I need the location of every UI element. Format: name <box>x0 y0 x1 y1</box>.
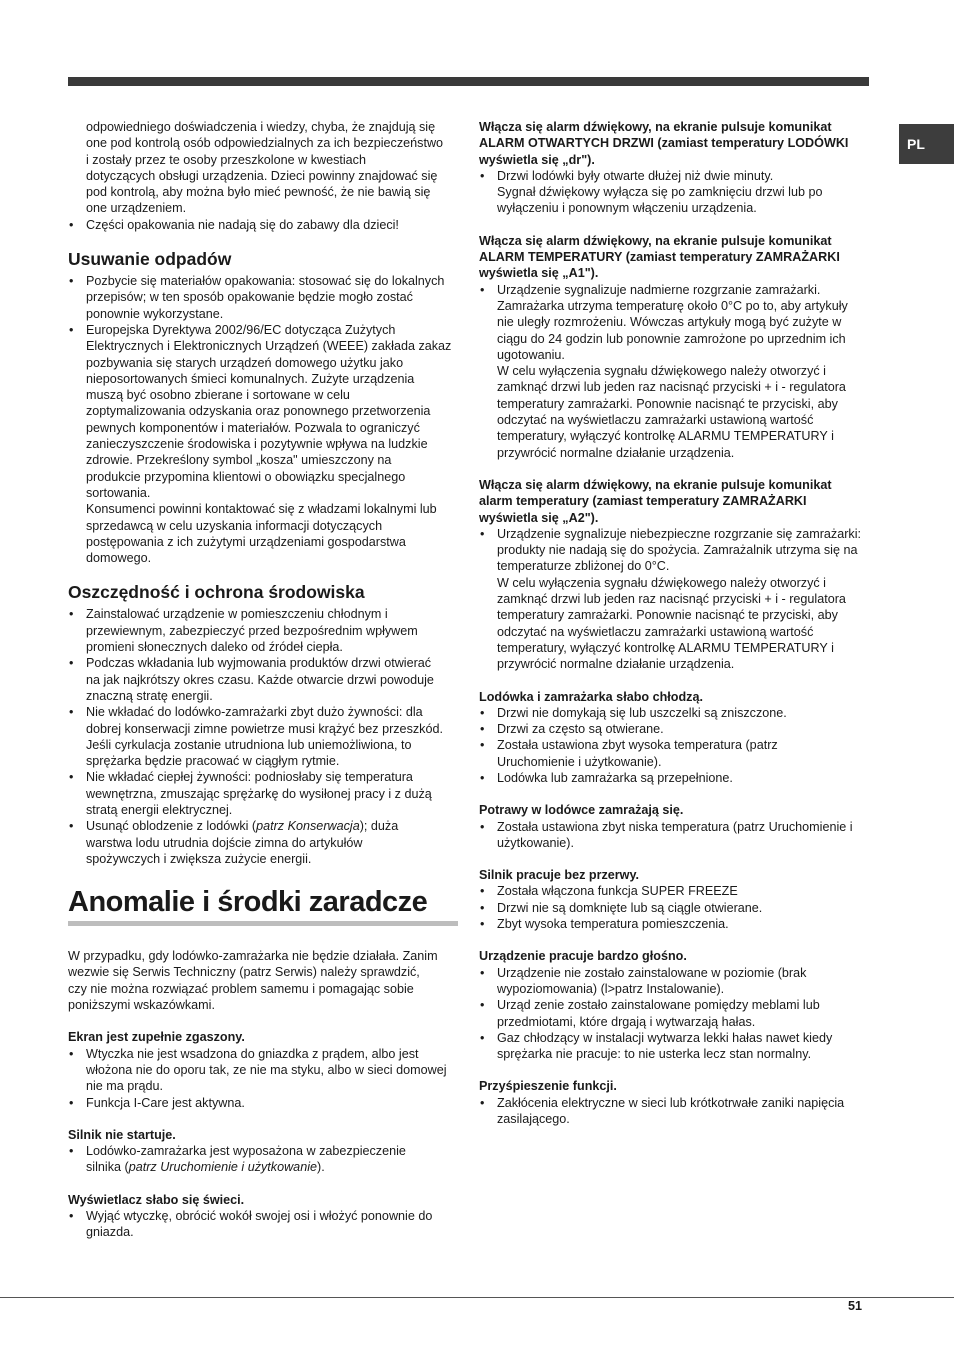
cross-reference: patrz Konserwacja <box>256 819 360 834</box>
text-line: • Została ustawiona zbyt wysoka temperatura (patrz <box>497 738 778 753</box>
problem-heading <box>479 477 871 526</box>
text-line: temperatury, wyłączyć kontrolkę ALARMU TEMPERATURY i <box>497 640 834 655</box>
problem-heading <box>479 867 871 883</box>
intro-paragraph <box>68 948 458 1013</box>
text-line: • Drzwi nie są domknięte lub są ciągle otwierane. <box>497 900 763 915</box>
text-fragment: ); duża <box>359 819 399 834</box>
text-line: włożona nie do oporu tak, ze nie ma styku, albo w sieci domowej <box>86 1062 447 1077</box>
list-item <box>68 273 458 322</box>
text-line: produkcie przypomina klientowi o obowiązku specjalnego <box>86 469 406 484</box>
text-line <box>86 818 458 834</box>
list-item <box>479 168 871 217</box>
text-line: • Części opakowania nie nadają się do zabawy dla dzieci! <box>86 217 399 232</box>
list-item <box>68 606 458 655</box>
list-item <box>68 704 458 769</box>
text-line: one urządzeniem. <box>86 201 187 216</box>
text-line: • Europejska Dyrektywa 2002/96/EC dotycząca Zużytych <box>86 322 396 337</box>
heading-line: Włącza się alarm dźwiękowy, na ekranie pulsuje komunikat <box>479 477 832 492</box>
text-line: Zamrażarka utrzyma temperaturę około 0°C po to, aby artykuły <box>497 298 848 313</box>
section-heading-eco: Oszczędność i ochrona środowiska <box>68 582 365 603</box>
left-column <box>68 119 458 1241</box>
list-item <box>68 217 458 233</box>
chapter-title: Anomalie i środki zaradcze <box>68 885 458 926</box>
text-line: Konsumenci powinni kontaktować się z władzami lokalnymi lub <box>86 502 437 517</box>
list-item <box>479 721 871 737</box>
list-item <box>479 965 871 998</box>
text-fragment: silnika ( <box>86 1160 129 1175</box>
problem-list <box>479 168 871 217</box>
text-line: • Lodówka lub zamrażarka są przepełnione. <box>497 770 733 785</box>
problem-heading <box>479 689 871 705</box>
problem-heading <box>479 233 871 282</box>
text-line: pod kontrolą, aby można było mieć pewność, że nie bawią się <box>86 185 431 200</box>
text-line: wezwie się Serwis Techniczny (patrz Serwis) należy sprawdzić, <box>68 965 420 980</box>
text-line: ciągu do 24 godzin lub ponownie zamrożone po uprzednim ich <box>497 331 846 346</box>
problem-heading <box>479 119 871 168</box>
list-item <box>68 769 458 818</box>
text-line: pewnych komponentów i materiałów. Pozwala to ograniczyć <box>86 420 420 435</box>
text-line: poniższymi wskazówkami. <box>68 998 215 1013</box>
heading-line: Urządzenie pracuje bardzo głośno. <box>479 949 687 964</box>
text-line: temperaturze zbliżonej do 0°C. <box>497 559 670 574</box>
text-line: użytkowanie). <box>497 835 574 850</box>
text-line <box>86 1159 458 1175</box>
text-line: muszą być osobno zbierane i sortowane w celu <box>86 388 350 403</box>
list-item <box>68 1208 458 1241</box>
list-item <box>479 819 871 852</box>
text-line: pozbywania się starych urządzeń domowego użytku jako <box>86 355 404 370</box>
text-line: • Zakłócenia elektryczne w sieci lub krótkotrwałe zaniki napięcia <box>497 1095 845 1110</box>
problem-heading: Wyświetlacz słabo się świeci. <box>68 1192 245 1207</box>
problem-heading <box>479 948 871 964</box>
heading-line: Lodówka i zamrażarka słabo chłodzą. <box>479 689 703 704</box>
heading-line: Włącza się alarm dźwiękowy, na ekranie pulsuje komunikat <box>479 233 832 248</box>
text-line: odczytać na wyświetlaczu zamrażarki ustawioną wartość <box>497 413 814 428</box>
text-line: wyłączeniu i ponownym włączeniu urządzenia. <box>497 201 757 216</box>
text-line: sprężarka nie pracuje: to nie usterka lecz stan normalny. <box>497 1047 812 1062</box>
list-item <box>68 818 458 867</box>
text-line: zamknąć drzwi lub jeden raz nacisnąć przyciski + i - regulatora <box>497 592 846 607</box>
text-line: W celu wyłączenia sygnału dźwiękowego należy otworzyć i <box>497 575 826 590</box>
text-line: temperatury zamrażarki. Ponownie nacisnąć te przyciski, aby <box>497 396 838 411</box>
text-line: • Wyjąć wtyczkę, obrócić wokół swojej osi i włożyć ponownie do <box>86 1209 433 1224</box>
text-line: ugotowaniu. <box>497 347 565 362</box>
text-line: • Funkcja I-Care jest aktywna. <box>86 1095 245 1110</box>
text-line: Uruchomienie i użytkowanie). <box>497 754 662 769</box>
text-line: • Zainstalować urządzenie w pomieszczeniu chłodnym i <box>86 607 388 622</box>
text-line: • Urządzenie sygnalizuje nadmierne rozgrzanie zamrażarki. <box>497 282 821 297</box>
problem-list <box>479 883 871 932</box>
text-line: przywrócić normalne działanie urządzenia. <box>497 445 735 460</box>
text-line: Jeśli cyrkulacja zostanie utrudniona lub uniemożliwiona, to <box>86 737 412 752</box>
text-line: • Zbyt wysoka temperatura pomieszczenia. <box>497 917 729 932</box>
heading-line: ALARM OTWARTYCH DRZWI (zamiast temperatury LODÓWKI <box>479 136 849 151</box>
section-heading-waste: Usuwanie odpadów <box>68 249 232 270</box>
text-line: • Urząd zenie zostało zainstalowane pomiędzy meblami lub <box>497 998 820 1013</box>
text-line: znaczną stratę energii. <box>86 688 213 703</box>
text-line: • Drzwi nie domykają się lub uszczelki są zniszczone. <box>497 705 787 720</box>
list-item <box>479 883 871 899</box>
text-line: zasilającego. <box>497 1112 570 1127</box>
list-item <box>68 1095 458 1111</box>
text-line: przywrócić normalne działanie urządzenia. <box>497 657 735 672</box>
heading-line: ALARM TEMPERATURY (zamiast temperatury ZAMRAŻARKI <box>479 250 840 265</box>
text-line: temperatury, wyłączyć kontrolkę ALARMU TEMPERATURY i <box>497 429 834 444</box>
text-line: • Gaz chłodzący w instalacji wytwarza lekki hałas nawet kiedy <box>497 1030 833 1045</box>
text-line: • Drzwi za często są otwierane. <box>497 722 664 737</box>
text-line: i zostały przez te osoby przeszkolone w kwestiach <box>86 152 366 167</box>
text-line: na jak najkrótszy okres czasu. Każde otwarcie drzwi powoduje <box>86 672 434 687</box>
text-line: sprzedawcą w celu uzyskania informacji dotyczących <box>86 518 383 533</box>
text-line: dobrej konserwacji zimne powietrze musi krążyć bez przeszkód. <box>86 721 443 736</box>
text-line: • Została ustawiona zbyt niska temperatura (patrz Uruchomienie i <box>497 819 853 834</box>
continued-list <box>68 217 458 233</box>
text-line: przepisów; w ten sposób opakowanie będzie mogło zostać <box>86 290 413 305</box>
problem-heading: Ekran jest zupełnie zgaszony. <box>68 1030 245 1045</box>
text-line: ponownie wykorzystane. <box>86 306 224 321</box>
text-line: promieni słonecznych daleko od źródeł ciepła. <box>86 640 343 655</box>
text-line: zdrowie. Przekreślony symbol „kosza" umieszczony na <box>86 453 392 468</box>
list-item <box>479 282 871 461</box>
text-line: sprężarka będzie pracować w ciągłym rytmie. <box>86 754 340 769</box>
list-item <box>479 770 871 786</box>
list-item <box>479 900 871 916</box>
problem-list <box>479 526 871 673</box>
heading-line: wyświetla się „A1"). <box>479 266 599 281</box>
heading-line: Silnik pracuje bez przerwy. <box>479 868 640 883</box>
problem-list <box>68 1046 458 1111</box>
text-line: Elektrycznych i Elektronicznych Urządzeń (WEEE) zakłada zakaz <box>86 339 452 354</box>
text-line: Sygnał dźwiękowy wyłącza się po zamknięciu drzwi lub po <box>497 185 823 200</box>
list-item <box>479 1030 871 1063</box>
text-line: produkty nie nadają się do spożycia. Zamrażalnik utrzyma się na <box>497 543 858 558</box>
list-item <box>479 916 871 932</box>
list-item <box>479 997 871 1030</box>
text-line: nieposortowanych śmieci komunalnych. Zużyte urządzenia <box>86 371 415 386</box>
text-line: • Lodówko-zamrażarka jest wyposażona w zabezpieczenie <box>86 1144 406 1159</box>
text-line: domowego. <box>86 551 152 566</box>
list-item <box>68 655 458 704</box>
text-line: wypoziomowania) (l>patrz Instalowanie). <box>497 981 725 996</box>
heading-line: alarm temperatury (zamiast temperatury ZAMRAŻARKI <box>479 494 807 509</box>
list-item <box>68 1046 458 1095</box>
problem-list <box>479 965 871 1063</box>
problem-list <box>479 819 871 852</box>
list-item <box>68 1143 458 1176</box>
list-item <box>479 705 871 721</box>
text-line: czy nie można rozwiązać problem samemu i pomagając sobie <box>68 981 414 996</box>
list-item <box>479 737 871 770</box>
text-line: odczytać na wyświetlaczu zamrażarki ustawioną wartość <box>497 624 814 639</box>
text-line: W celu wyłączenia sygnału dźwiękowego należy otworzyć i <box>497 364 826 379</box>
page-number: 51 <box>848 1299 863 1313</box>
text-line: • Podczas wkładania lub wyjmowania produktów drzwi otwierać <box>86 656 432 671</box>
problem-list <box>479 282 871 461</box>
cross-reference: patrz Uruchomienie i użytkowanie <box>128 1160 317 1175</box>
list-item <box>68 322 458 566</box>
text-line: zamknąć drzwi lub jeden raz nacisnąć przyciski + i - regulatora <box>497 380 846 395</box>
list-item <box>479 526 871 673</box>
right-column <box>479 119 871 1127</box>
text-line: • Drzwi lodówki były otwarte dłużej niż dwie minuty. <box>497 168 774 183</box>
text-line: one pod kontrolą osób odpowiedzialnych za ich bezpieczeństwo <box>86 136 444 151</box>
text-fragment: ). <box>317 1160 325 1175</box>
text-line: • Urządzenie nie zostało zainstalowane w poziomie (brak <box>497 965 807 980</box>
text-line: nie ma prądu. <box>86 1079 164 1094</box>
heading-line: wyświetla się „A2"). <box>479 510 599 525</box>
heading-line: wyświetla się „dr"). <box>479 152 595 167</box>
text-line: wewnętrzna, zmuszając sprężarkę do wysiłonej pracy i z dużą <box>86 786 432 801</box>
problem-list <box>68 1143 458 1176</box>
problem-list <box>68 1208 458 1241</box>
problem-list <box>479 705 871 786</box>
language-tab: PL <box>899 124 954 164</box>
text-line: przewiewnym, zabezpieczyć przed bezpośrednim wpływem <box>86 623 418 638</box>
text-line: gniazda. <box>86 1225 134 1240</box>
text-line: • Pozbycie się materiałów opakowania: stosować się do lokalnych <box>86 274 445 289</box>
problem-heading: Silnik nie startuje. <box>68 1127 176 1142</box>
text-line: stratą energii elektrycznej. <box>86 802 233 817</box>
list-item <box>479 1095 871 1128</box>
text-line: W przypadku, gdy lodówko-zamrażarka nie będzie działała. Zanim <box>68 949 438 964</box>
text-line: nie uległy rozmrożeniu. Wówczas artykuły mogą być zużyte w <box>497 315 842 330</box>
heading-line: Włącza się alarm dźwiękowy, na ekranie pulsuje komunikat <box>479 120 832 134</box>
text-line: • Urządzenie sygnalizuje niebezpieczne rozgrzanie się zamrażarki: <box>497 526 861 541</box>
text-line: sortowania. <box>86 485 151 500</box>
header-bar <box>68 77 869 86</box>
heading-line: Przyśpieszenie funkcji. <box>479 1079 617 1094</box>
problem-list <box>479 1095 871 1128</box>
heading-line: Potrawy w lodówce zamrażają się. <box>479 803 684 818</box>
text-line: • Została włączona funkcja SUPER FREEZE <box>497 884 738 899</box>
text-fragment: Usunąć oblodzenie z lodówki ( <box>86 819 257 834</box>
text-line: dotyczących obsługi urządzenia. Dzieci powinny znajdować się <box>86 168 438 183</box>
text-line: postępowania z ich zużytymi urządzeniami gospodarstwa <box>86 534 406 549</box>
text-line: spożywczych i zwiększa zużycie energii. <box>86 851 312 866</box>
problem-heading <box>479 1078 871 1094</box>
text-line: • Wtyczka nie jest wsadzona do gniazdka z prądem, albo jest <box>86 1046 419 1061</box>
text-line: • Nie wkładać ciepłej żywności: podniosłaby się temperatura <box>86 770 413 785</box>
text-line: odpowiedniego doświadczenia i wiedzy, chyba, że znajdują się <box>86 120 436 134</box>
problem-heading <box>479 802 871 818</box>
eco-list <box>68 606 458 867</box>
text-line: zanieczyszczenie środowiska i pozytywnie wpływa na ludzkie <box>86 437 428 452</box>
continued-text <box>68 119 458 217</box>
text-line: • Nie wkładać do lodówko-zamrażarki zbyt dużo żywności: dla <box>86 705 423 720</box>
text-line: temperatury zamrażarki. Ponownie nacisnąć te przyciski, aby <box>497 608 838 623</box>
text-line: przedmiotami, które drgają i wytwarzają hałas. <box>497 1014 756 1029</box>
footer-rule <box>0 1297 954 1298</box>
waste-list <box>68 273 458 566</box>
text-line: warstwa lodu utrudnia dojście zimna do artykułów <box>86 835 363 850</box>
text-line: zoptymalizowania odzyskania oraz ponownego przetworzenia <box>86 404 431 419</box>
